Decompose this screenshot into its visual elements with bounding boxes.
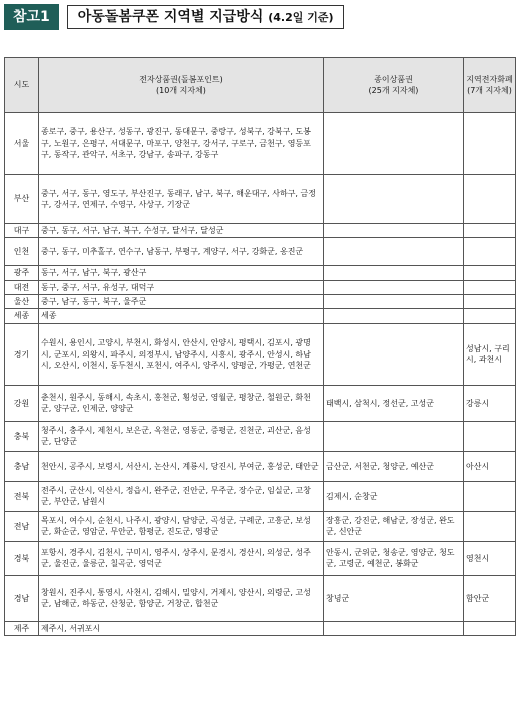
paper-voucher-cell [324,621,464,635]
paper-voucher-cell [324,175,464,224]
table-body [5,113,516,636]
e-voucher-cell: 포항시, 경주시, 김천시, 구미시, 영주시, 상주시, 문경시, 경산시, 의성군, 성주군, 울진군, 울릉군, 칠곡군, 영덕군 [39,541,324,575]
paper-voucher-cell [324,238,464,266]
local-currency-cell [464,309,516,323]
paper-voucher-cell [324,421,464,451]
reference-badge: 참고1 [4,4,59,30]
table-row [5,481,516,511]
paper-voucher-cell [324,280,464,294]
paper-voucher-cell [324,224,464,238]
local-currency-cell: 함안군 [464,575,516,621]
payment-method-table [4,57,516,636]
region-cell: 광주 [5,266,39,280]
region-cell: 제주 [5,621,39,635]
paper-voucher-cell: 안동시, 군위군, 청송군, 영양군, 청도군, 고령군, 예천군, 봉화군 [324,541,464,575]
table-row [5,238,516,266]
local-currency-cell [464,224,516,238]
e-voucher-cell: 전주시, 군산시, 익산시, 정읍시, 완주군, 진안군, 무주군, 장수군, 임실군, 고창군, 부안군, 남원시 [39,481,324,511]
local-currency-cell [464,113,516,175]
local-currency-cell [464,175,516,224]
title-subtitle: (4.2일 기준) [268,11,334,24]
region-cell: 경남 [5,575,39,621]
table-row [5,385,516,421]
page-title [67,5,345,29]
region-cell: 전북 [5,481,39,511]
region-cell: 세종 [5,309,39,323]
table-row [5,309,516,323]
table-row [5,421,516,451]
e-voucher-cell: 춘천시, 원주시, 동해시, 속초시, 홍천군, 횡성군, 영월군, 평창군, 철원군, 화천군, 양구군, 인제군, 양양군 [39,385,324,421]
table-row [5,175,516,224]
table-row [5,323,516,385]
paper-voucher-cell: 장흥군, 강진군, 해남군, 장성군, 완도군, 신안군 [324,511,464,541]
e-voucher-cell: 중구, 동구, 서구, 남구, 북구, 수성구, 달서구, 달성군 [39,224,324,238]
table-row [5,575,516,621]
table-row [5,451,516,481]
table-row [5,621,516,635]
region-cell: 울산 [5,295,39,309]
table-row [5,295,516,309]
local-currency-cell [464,266,516,280]
local-currency-cell [464,238,516,266]
local-currency-cell [464,280,516,294]
region-cell: 충남 [5,451,39,481]
region-cell: 전남 [5,511,39,541]
e-voucher-cell: 청주시, 충주시, 제천시, 보은군, 옥천군, 영동군, 증평군, 진천군, 괴산군, 음성군, 단양군 [39,421,324,451]
e-voucher-cell: 동구, 서구, 남구, 북구, 광산구 [39,266,324,280]
local-currency-cell: 강릉시 [464,385,516,421]
local-currency-cell: 영천시 [464,541,516,575]
e-voucher-cell: 중구, 남구, 동구, 북구, 울주군 [39,295,324,309]
region-cell: 경기 [5,323,39,385]
region-cell: 서울 [5,113,39,175]
region-cell: 대구 [5,224,39,238]
table-row [5,224,516,238]
e-voucher-cell: 수원시, 용인시, 고양시, 부천시, 화성시, 안산시, 안양시, 평택시, 김포시, 광명시, 군포시, 의왕시, 파주시, 의정부시, 남양주시, 시흥시, 광주시, 안성시, 하남시, 오산시, 이천시, 동두천시, 포천시, 여주시, 양주시, 양평군, 가평군, 연천군 [39,323,324,385]
local-currency-cell: 아산시 [464,451,516,481]
region-cell: 부산 [5,175,39,224]
local-currency-cell [464,621,516,635]
page-header [4,4,344,30]
e-voucher-cell: 목포시, 여수시, 순천시, 나주시, 광양시, 담양군, 곡성군, 구례군, 고흥군, 보성군, 화순군, 영암군, 무안군, 함평군, 진도군, 영광군 [39,511,324,541]
e-voucher-cell: 동구, 중구, 서구, 유성구, 대덕구 [39,280,324,294]
local-currency-cell [464,511,516,541]
col-local-currency-header: 지역전자화폐 (7개 지자체) [464,58,516,113]
e-voucher-cell: 세종 [39,309,324,323]
col-e-voucher-header: 전자상품권(돌봄포인트) (10개 지자체) [39,58,324,113]
col-region-header: 시도 [5,58,39,113]
region-cell: 대전 [5,280,39,294]
table-row [5,511,516,541]
e-voucher-cell: 중구, 동구, 미추홀구, 연수구, 남동구, 부평구, 계양구, 서구, 강화군, 옹진군 [39,238,324,266]
col-paper-voucher-header: 종이상품권 (25개 지자체) [324,58,464,113]
e-voucher-cell: 천안시, 공주시, 보령시, 서산시, 논산시, 계룡시, 당진시, 부여군, 홍성군, 태안군 [39,451,324,481]
title-text: 아동돌봄쿠폰 지역별 지급방식 [77,9,264,25]
table-row [5,280,516,294]
local-currency-cell: 성남시, 구리시, 과천시 [464,323,516,385]
local-currency-cell [464,421,516,451]
table-row [5,113,516,175]
paper-voucher-cell [324,113,464,175]
region-cell: 인천 [5,238,39,266]
paper-voucher-cell [324,295,464,309]
local-currency-cell [464,481,516,511]
paper-voucher-cell [324,323,464,385]
region-cell: 강원 [5,385,39,421]
e-voucher-cell: 중구, 서구, 동구, 영도구, 부산진구, 동래구, 남구, 북구, 해운대구, 사하구, 금정구, 강서구, 연제구, 수영구, 사상구, 기장군 [39,175,324,224]
table-row [5,541,516,575]
paper-voucher-cell [324,266,464,280]
table-row [5,266,516,280]
region-cell: 경북 [5,541,39,575]
e-voucher-cell: 종로구, 중구, 용산구, 성동구, 광진구, 동대문구, 중랑구, 성북구, 강북구, 도봉구, 노원구, 은평구, 서대문구, 마포구, 양천구, 강서구, 구로구, 금천구, 영등포구, 동작구, 관악구, 서초구, 강남구, 송파구, 강동구 [39,113,324,175]
paper-voucher-cell: 창녕군 [324,575,464,621]
local-currency-cell [464,295,516,309]
e-voucher-cell: 제주시, 서귀포시 [39,621,324,635]
region-cell: 충북 [5,421,39,451]
paper-voucher-cell: 태백시, 삼척시, 정선군, 고성군 [324,385,464,421]
table-header-row [5,58,516,113]
paper-voucher-cell: 금산군, 서천군, 청양군, 예산군 [324,451,464,481]
paper-voucher-cell [324,309,464,323]
e-voucher-cell: 창원시, 진주시, 통영시, 사천시, 김해시, 밀양시, 거제시, 양산시, 의령군, 고성군, 남해군, 하동군, 산청군, 함양군, 거창군, 합천군 [39,575,324,621]
paper-voucher-cell: 김제시, 순창군 [324,481,464,511]
